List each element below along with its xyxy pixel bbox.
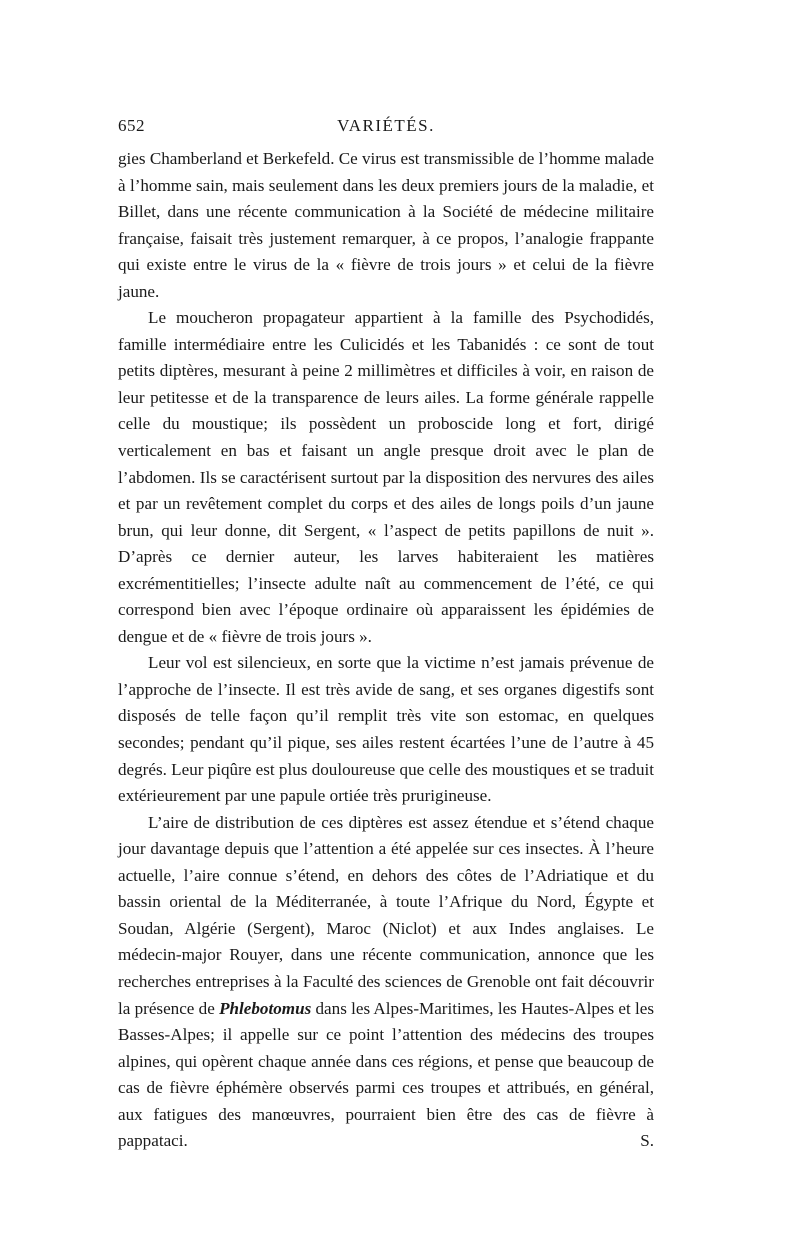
document-page: [118, 116, 654, 1155]
paragraph-vol: Leur vol est silencieux, en sorte que la victime n’est jamais prévenue de l’approche de l’insecte. Il est très avide de sang, et ses organes digestifs sont disposés de telle façon qu’il remplit très vite son estomac, en quelques secondes; pendant qu’il pique, ses ailes restent écartées l’une de l’autre à 45 degrés. Leur piqûre est plus douloureuse que celle des moustiques et se traduit extérieurement par une papule ortiée très prurigineuse.: [118, 653, 654, 806]
page-number: 652: [118, 116, 145, 135]
body-text: [118, 146, 654, 1155]
paragraph-continuation: gies Chamberland et Berkefeld. Ce virus est transmissible de l’homme malade à l’homme sain, mais seulement dans les deux premiers jours de la maladie, et Billet, dans une récente communication à la Société de médecine militaire française, faisait très justement remarquer, à ce propos, l’analogie frappante qui existe entre le virus de la « fièvre de trois jours » et celui de la fièvre jaune.: [118, 149, 654, 301]
genus-name-italic: Phlebotomus: [219, 998, 312, 1018]
paragraph-moucheron: Le moucheron propagateur appartient à la famille des Psychodidés, famille intermédiaire entre les Culicidés et les Tabanidés : ce sont de tout petits diptères, mesurant à peine 2 millimètres et difficiles à voir, en raison de leur petitesse et de la transparence de leurs ailes. La forme générale rappelle celle du moustique; ils possèdent un proboscide long et fort, dirigé verticalement en bas et faisant un angle presque droit avec le plan de l’abdomen. Ils se caractérisent surtout par la disposition des nervures des ailes et par un revêtement complet du corps et des ailes de longs poils d’un jaune brun, qui leur donne, dit Sergent, « l’aspect de petits papillons de nuit ». D’après ce dernier auteur, les larves habiteraient les matières excrémentitielles; l’insecte adulte naît au commencement de l’été, ce qui correspond bien avec l’époque ordinaire où apparaissent les épidémies de dengue et de « fièvre de trois jours ».: [118, 308, 654, 646]
page-header: [118, 116, 654, 144]
paragraph-distribution-text-before: L’aire de distribution de ces diptères est assez étendue et s’étend chaque jour davantage depuis que l’attention a été appelée sur ces insectes. À l’heure actuelle, l’aire connue s’étend, en dehors des côtes de l’Adriatique et du bassin oriental de la Méditerranée, à toute l’Afrique du Nord, Égypte et Soudan, Algérie (Sergent), Maroc (Niclot) et aux Indes anglaises. Le médecin-major Rouyer, dans une récente communication, annonce que les recherches entreprises à la Faculté des sciences de Grenoble ont fait découvrir la présence de: [118, 812, 654, 1018]
author-signature: S.: [640, 1131, 654, 1151]
paragraph-distribution: [118, 810, 654, 1155]
paragraph-distribution-text-after: dans les Alpes-Maritimes, les Hautes-Alpes et les Basses-Alpes; il appelle sur ce point l’attention des médecins des troupes alpines, qui opèrent chaque année dans ces régions, et pense que beaucoup de cas de fièvre éphémère observés parmi ces troupes et attribués, en général, aux fatigues des manœuvres, pourraient bien être des cas de fièvre à pappataci.: [118, 998, 654, 1151]
running-head: VARIÉTÉS.: [337, 116, 435, 135]
